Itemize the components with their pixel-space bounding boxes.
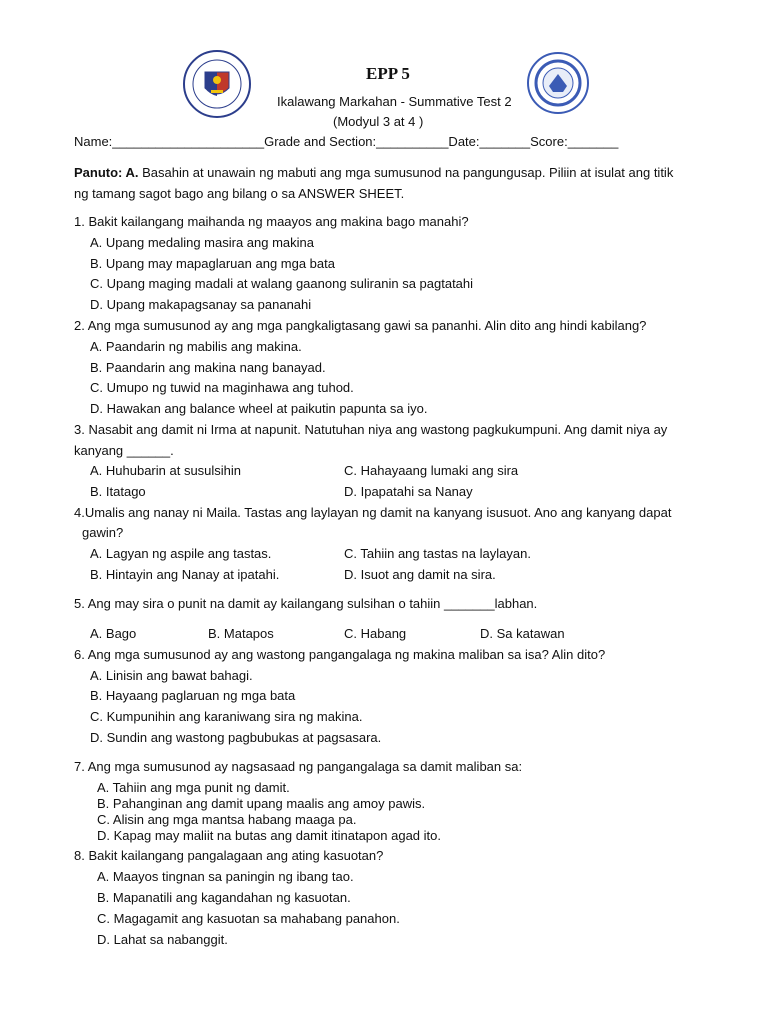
choice: B. Mapanatili ang kagandahan ng kasuotan. — [97, 890, 351, 905]
choice: C. Magagamit ang kasuotan sa mahabang panahon. — [97, 911, 400, 926]
choice: D. Sa katawan — [480, 626, 565, 641]
page-title: EPP 5 — [366, 64, 410, 83]
question-stem-cont: kanyang ______. — [74, 443, 174, 458]
instructions-label: Panuto: A. — [74, 165, 139, 180]
question-stem: 5. Ang may sira o punit na damit ay kailangang sulsihan o tahiin _______labhan. — [74, 596, 538, 611]
choice: C. Upang maging madali at walang gaanong suliranin sa pagtatahi — [90, 276, 474, 291]
choice: B. Hintayin ang Nanay at ipatahi. — [90, 567, 280, 582]
choice: A. Paandarin ng mabilis ang makina. — [90, 339, 302, 354]
question-stem: 2. Ang mga sumusunod ay ang mga pangkaligtasang gawi sa pananhi. Alin dito ang hindi kabilang? — [74, 318, 647, 333]
choice: C. Alisin ang mga mantsa habang maaga pa. — [97, 812, 357, 827]
choice: D. Lahat sa nabanggit. — [97, 932, 228, 947]
choice: C. Umupo ng tuwid na maginhawa ang tuhod. — [90, 380, 354, 395]
choice: D. Isuot ang damit na sira. — [344, 567, 496, 582]
choice: B. Paandarin ang makina nang banayad. — [90, 360, 326, 375]
choice: D. Ipapatahi sa Nanay — [344, 484, 473, 499]
choice: B. Itatago — [90, 484, 146, 499]
question-stem: 3. Nasabit ang damit ni Irma at napunit. Natutuhan niya ang wastong pagkukumpuni. Ang damit niya ay — [74, 422, 668, 437]
choice: C. Kumpunihin ang karaniwang sira ng makina. — [90, 709, 363, 724]
choice: B. Pahanginan ang damit upang maalis ang amoy pawis. — [97, 796, 426, 811]
question-stem: 8. Bakit kailangang pangalagaan ang ating kasuotan? — [74, 848, 384, 863]
choice: B. Hayaang paglaruan ng mga bata — [90, 688, 296, 703]
question-stem: 1. Bakit kailangang maihanda ng maayos ang makina bago manahi? — [74, 214, 469, 229]
module-label: (Modyul 3 at 4 ) — [333, 114, 424, 129]
instructions-text-2: ng tamang sagot bago ang bilang o sa ANSWER SHEET. — [74, 186, 405, 201]
school-seal-icon — [527, 52, 589, 114]
student-info-line: Name:_____________________Grade and Section:__________Date:_______Score:_______ — [74, 134, 619, 149]
choice: C. Tahiin ang tastas na laylayan. — [344, 546, 531, 561]
choice: B. Upang may mapaglaruan ang mga bata — [90, 256, 335, 271]
choice: D. Hawakan ang balance wheel at paikutin papunta sa iyo. — [90, 401, 428, 416]
choice: A. Huhubarin at susulsihin — [90, 463, 242, 478]
choice: A. Maayos tingnan sa paningin ng ibang tao. — [97, 869, 354, 884]
instructions — [74, 165, 673, 180]
question-stem: 4.Umalis ang nanay ni Maila. Tastas ang laylayan ng damit na kanyang isusuot. Ano ang kanyang dapat — [74, 505, 672, 520]
choice: A. Bago — [90, 626, 137, 641]
choice: A. Tahiin ang mga punit ng damit. — [97, 780, 290, 795]
instructions-text: Basahin at unawain ng mabuti ang mga sumusunod na pangungusap. Piliin at isulat ang titik — [142, 165, 674, 180]
question-stem: 7. Ang mga sumusunod ay nagsasaad ng pangangalaga sa damit maliban sa: — [74, 759, 523, 774]
choice: D. Kapag may maliit na butas ang damit itinatapon agad ito. — [97, 828, 441, 843]
choice: A. Upang medaling masira ang makina — [90, 235, 315, 250]
question-stem-cont: gawin? — [82, 525, 124, 540]
choice: A. Lagyan ng aspile ang tastas. — [90, 546, 272, 561]
question-stem: 6. Ang mga sumusunod ay ang wastong pangangalaga ng makina maliban sa isa? Alin dito? — [74, 647, 606, 662]
choice: C. Habang — [344, 626, 407, 641]
choice: A. Linisin ang bawat bahagi. — [90, 668, 253, 683]
subtitle: Ikalawang Markahan - Summative Test 2 — [277, 94, 512, 109]
choice: D. Sundin ang wastong pagbubukas at pagsasara. — [90, 730, 382, 745]
choice: D. Upang makapagsanay sa pananahi — [90, 297, 312, 312]
choice: C. Hahayaang lumaki ang sira — [344, 463, 519, 478]
choice: B. Matapos — [208, 626, 274, 641]
deped-seal-icon — [183, 50, 251, 118]
